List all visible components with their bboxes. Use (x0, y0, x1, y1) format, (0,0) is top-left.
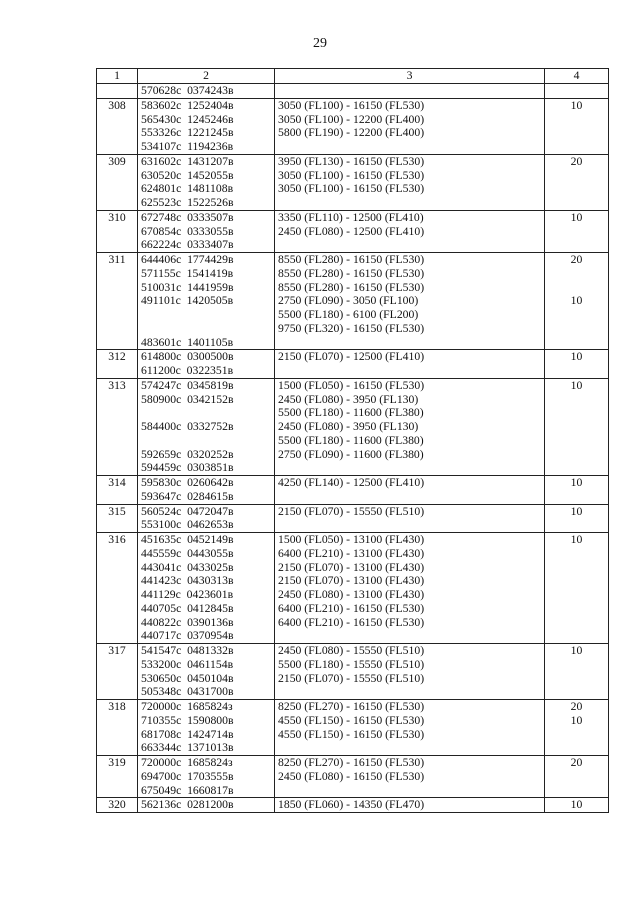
width-value-line (548, 672, 605, 686)
width-value-line: 10 (570, 350, 583, 364)
coordinate-line (141, 322, 271, 336)
row-number: 319 (97, 756, 138, 798)
altitude-range-line: 5500 (FL180) - 11600 (FL380) (278, 406, 424, 420)
altitude-range-cell (275, 154, 545, 210)
altitude-range-line: 1500 (FL050) - 13100 (FL430) (278, 533, 425, 546)
coordinate-cell (138, 154, 275, 210)
airspace-table (96, 68, 609, 813)
altitude-range-line: 2750 (FL090) - 3050 (FL100) (278, 294, 419, 308)
altitude-range-line: 2750 (FL090) - 11600 (FL380) (278, 447, 424, 461)
row-number: 317 (97, 644, 138, 700)
width-value-cell (545, 476, 609, 505)
coordinate-cell (138, 756, 275, 798)
width-value-line: 10 (570, 798, 583, 812)
altitude-range-cell (275, 253, 545, 350)
header-col-4: 4 (545, 69, 609, 84)
altitude-range-line (278, 518, 541, 532)
altitude-range-line: 3050 (FL100) - 16150 (FL530) (278, 182, 425, 196)
width-value-cell (545, 756, 609, 798)
altitude-range-line: 8250 (FL270) - 16150 (FL530) (278, 700, 425, 713)
coordinate-cell (138, 798, 275, 813)
table-row (97, 378, 609, 475)
altitude-range-line: 6400 (FL210) - 16150 (FL530) (278, 601, 425, 615)
altitude-range-line: 8550 (FL280) - 16150 (FL530) (278, 266, 425, 280)
width-value-line (548, 602, 605, 616)
width-value-line (548, 140, 605, 154)
altitude-range-line: 5500 (FL180) - 11600 (FL380) (278, 433, 424, 447)
width-value-line (548, 169, 605, 183)
coordinate-line: 644406с 1774429в (141, 253, 234, 266)
altitude-range-line: 9750 (FL320) - 16150 (FL530) (278, 321, 425, 335)
coordinate-line (141, 434, 271, 448)
coordinate-line: 565430с 1245246в (141, 112, 234, 126)
coordinate-cell (138, 210, 275, 252)
row-number: 312 (97, 350, 138, 379)
coordinate-line: 562136с 0281200в (141, 798, 234, 812)
altitude-range-line: 2150 (FL070) - 13100 (FL430) (278, 574, 425, 588)
altitude-range-line: 2450 (FL080) - 13100 (FL430) (278, 588, 425, 601)
altitude-range-cell (275, 644, 545, 700)
altitude-range-line: 3050 (FL100) - 12200 (FL400) (278, 112, 425, 126)
width-value-line (548, 336, 605, 350)
altitude-range-line: 3050 (FL100) - 16150 (FL530) (278, 168, 425, 182)
altitude-range-cell (275, 533, 545, 644)
coordinate-line: 630520с 1452055в (141, 168, 234, 182)
coordinate-line: 491101с 1420505в (141, 294, 234, 308)
table-row (97, 756, 609, 798)
altitude-range-cell (275, 476, 545, 505)
table-row (97, 700, 609, 756)
altitude-range-line: 2150 (FL070) - 13100 (FL430) (278, 560, 425, 574)
table-row (97, 210, 609, 252)
width-value-line: 10 (570, 504, 583, 518)
altitude-range-line (278, 685, 541, 699)
coordinate-line: 440705с 0412845в (141, 601, 234, 615)
width-value-line: 10 (570, 294, 583, 308)
coordinate-line: 611200с 0322351в (141, 364, 234, 377)
header-col-3: 3 (275, 69, 545, 84)
width-value-line (548, 84, 605, 98)
altitude-range-line: 5800 (FL190) - 12200 (FL400) (278, 126, 425, 140)
width-value-line: 20 (570, 253, 583, 266)
width-value-line (548, 685, 605, 699)
coordinate-line: 483601с 1401105в (141, 335, 234, 349)
width-value-line (548, 182, 605, 196)
altitude-range-cell (275, 378, 545, 475)
width-value-line: 10 (570, 378, 583, 392)
altitude-range-line: 1850 (FL060) - 14350 (FL470) (278, 798, 425, 812)
row-number: 311 (97, 253, 138, 350)
row-number: 316 (97, 533, 138, 644)
table-row (97, 253, 609, 350)
altitude-range-line: 2450 (FL080) - 12500 (FL410) (278, 224, 425, 238)
width-value-line: 20 (570, 700, 583, 713)
coordinate-line: 441423с 0430313в (141, 574, 234, 588)
width-value-cell (545, 700, 609, 756)
width-value-cell (545, 253, 609, 350)
altitude-range-line (278, 741, 541, 755)
coordinate-line: 560524с 0472047в (141, 504, 234, 518)
coordinate-line: 570628с 0374243в (141, 84, 234, 97)
coordinate-cell (138, 533, 275, 644)
coordinate-line: 681708с 1424714в (141, 727, 234, 741)
width-value-line (548, 741, 605, 755)
coordinate-cell (138, 253, 275, 350)
altitude-range-line: 2450 (FL080) - 3950 (FL130) (278, 392, 419, 406)
coordinate-line: 595830с 0260642в (141, 476, 234, 489)
altitude-range-line: 4250 (FL140) - 12500 (FL410) (278, 476, 425, 489)
width-value-line (548, 616, 605, 630)
coordinate-line: 510031с 1441959в (141, 280, 234, 294)
width-value-line (548, 658, 605, 672)
altitude-range-line: 4550 (FL150) - 16150 (FL530) (278, 727, 425, 741)
coordinate-line: 631602с 1431207в (141, 154, 234, 168)
width-value-line (548, 196, 605, 210)
altitude-range-cell (275, 504, 545, 533)
row-number: 308 (97, 98, 138, 154)
coordinate-line: 553100с 0462653в (141, 518, 234, 532)
width-value-cell (545, 798, 609, 813)
coordinate-line: 440822с 0390136в (141, 615, 234, 629)
altitude-range-line (278, 140, 541, 154)
width-value-line (548, 448, 605, 462)
width-value-line: 10 (570, 98, 583, 112)
width-value-cell (545, 210, 609, 252)
altitude-range-line: 3950 (FL130) - 16150 (FL530) (278, 154, 425, 168)
coordinate-cell (138, 644, 275, 700)
altitude-range-line: 2150 (FL070) - 15550 (FL510) (278, 504, 425, 518)
width-value-line (548, 364, 605, 378)
row-number: 314 (97, 476, 138, 505)
coordinate-line: 553326с 1221245в (141, 126, 234, 140)
coordinate-line: 534107с 1194236в (141, 140, 234, 153)
row-number: 309 (97, 154, 138, 210)
coordinate-line: 624801с 1481108в (141, 182, 234, 196)
width-value-line: 20 (570, 154, 583, 168)
coordinate-line: 530650с 0450104в (141, 671, 234, 685)
width-value-line (548, 547, 605, 561)
altitude-range-cell (275, 350, 545, 379)
width-value-line (548, 561, 605, 575)
altitude-range-cell (275, 700, 545, 756)
altitude-range-line: 2450 (FL080) - 15550 (FL510) (278, 644, 425, 657)
width-value-cell (545, 378, 609, 475)
width-value-line (548, 588, 605, 602)
width-value-line (548, 574, 605, 588)
coordinate-line: 505348с 0431700в (141, 685, 234, 699)
altitude-range-line: 6400 (FL210) - 16150 (FL530) (278, 615, 425, 629)
coordinate-line: 584400с 0332752в (141, 420, 234, 433)
altitude-range-line (278, 196, 541, 210)
width-value-line (548, 490, 605, 504)
table-row (97, 504, 609, 533)
coordinate-line: 720000с 1685824з (141, 756, 233, 769)
altitude-range-line: 8550 (FL280) - 16150 (FL530) (278, 253, 425, 266)
altitude-range-line: 3350 (FL110) - 12500 (FL410) (278, 210, 424, 224)
coordinate-line: 443041с 0433025в (141, 560, 234, 574)
coordinate-line: 533200с 0461154в (141, 657, 234, 671)
width-value-line (548, 629, 605, 643)
table-row (97, 154, 609, 210)
table-row (97, 84, 609, 99)
altitude-range-cell (275, 98, 545, 154)
width-value-line (548, 308, 605, 322)
width-value-line: 20 (570, 756, 583, 769)
altitude-range-line: 2150 (FL070) - 15550 (FL510) (278, 671, 425, 685)
width-value-cell (545, 154, 609, 210)
width-value-line (548, 225, 605, 239)
header-col-2: 2 (138, 69, 275, 84)
width-value-line: 10 (570, 210, 583, 224)
width-value-line (548, 406, 605, 420)
width-value-line (548, 281, 605, 295)
width-value-line (548, 238, 605, 252)
altitude-range-line (278, 784, 541, 798)
altitude-range-line: 5500 (FL180) - 6100 (FL200) (278, 308, 419, 321)
table-row (97, 644, 609, 700)
altitude-range-line: 4550 (FL150) - 16150 (FL530) (278, 713, 425, 727)
width-value-line (548, 126, 605, 140)
altitude-range-line (278, 364, 541, 378)
width-value-line (548, 393, 605, 407)
coordinate-cell (138, 350, 275, 379)
row-number: 315 (97, 504, 138, 533)
row-number: 313 (97, 378, 138, 475)
width-value-line (548, 770, 605, 784)
altitude-range-line (278, 336, 541, 350)
altitude-range-cell (275, 756, 545, 798)
row-number (97, 84, 138, 99)
row-number: 320 (97, 798, 138, 813)
width-value-cell (545, 98, 609, 154)
coordinate-cell (138, 98, 275, 154)
coordinate-line: 720000с 1685824з (141, 700, 233, 713)
width-value-line: 10 (570, 533, 583, 546)
coordinate-line (141, 406, 271, 420)
coordinate-line: 441129с 0423601в (141, 588, 234, 601)
width-value-line (548, 267, 605, 281)
altitude-range-line: 2450 (FL080) - 3950 (FL130) (278, 420, 419, 433)
altitude-range-cell (275, 798, 545, 813)
width-value-cell (545, 644, 609, 700)
table-row (97, 476, 609, 505)
table-row (97, 350, 609, 379)
coordinate-line: 694700с 1703555в (141, 769, 234, 783)
coordinate-line: 571155с 1541419в (141, 266, 234, 280)
coordinate-line: 663344с 1371013в (141, 741, 234, 755)
page-number: 29 (313, 36, 327, 51)
altitude-range-line: 3050 (FL100) - 16150 (FL530) (278, 98, 425, 112)
width-value-line (548, 113, 605, 127)
altitude-range-line (278, 629, 541, 643)
table-body (97, 84, 609, 813)
coordinate-line: 675049с 1660817в (141, 783, 234, 797)
altitude-range-line: 2450 (FL080) - 16150 (FL530) (278, 769, 425, 783)
coordinate-cell (138, 84, 275, 99)
width-value-cell (545, 504, 609, 533)
width-value-line (548, 784, 605, 798)
coordinate-line: 451635с 0452149в (141, 533, 234, 546)
coordinate-line: 574247с 0345819в (141, 378, 234, 392)
coordinate-line: 593647с 0284615в (141, 489, 234, 503)
coordinate-line: 670854с 0333055в (141, 224, 234, 238)
coordinate-line: 592659с 0320252в (141, 447, 234, 461)
altitude-range-line: 1500 (FL050) - 16150 (FL530) (278, 378, 425, 392)
table-row (97, 798, 609, 813)
width-value-line (548, 461, 605, 475)
coordinate-line: 710355с 1590800в (141, 713, 234, 727)
width-value-line: 10 (570, 476, 583, 489)
width-value-line (548, 518, 605, 532)
coordinate-line (141, 308, 271, 322)
header-row (97, 69, 609, 84)
altitude-range-line: 8250 (FL270) - 16150 (FL530) (278, 756, 425, 769)
coordinate-line: 445559с 0443055в (141, 546, 234, 560)
width-value-cell (545, 350, 609, 379)
row-number: 318 (97, 700, 138, 756)
coordinate-line: 583602с 1252404в (141, 98, 234, 112)
coordinate-line: 580900с 0342152в (141, 392, 234, 406)
altitude-range-line: 5500 (FL180) - 15550 (FL510) (278, 657, 425, 671)
coordinate-line: 541547с 0481332в (141, 644, 234, 657)
coordinate-line: 440717с 0370954в (141, 629, 234, 643)
coordinate-line: 625523с 1522526в (141, 196, 234, 209)
altitude-range-line: 2150 (FL070) - 12500 (FL410) (278, 350, 425, 364)
coordinate-line: 672748с 0333507в (141, 210, 234, 224)
width-value-line: 10 (570, 644, 583, 657)
table-row (97, 533, 609, 644)
coordinate-line: 614800с 0300500в (141, 350, 234, 364)
altitude-range-line (278, 461, 541, 475)
altitude-range-line (278, 490, 541, 504)
coordinate-line: 662224с 0333407в (141, 238, 234, 252)
width-value-cell (545, 84, 609, 99)
altitude-range-line: 6400 (FL210) - 13100 (FL430) (278, 546, 425, 560)
coordinate-cell (138, 504, 275, 533)
row-number: 310 (97, 210, 138, 252)
coordinate-cell (138, 476, 275, 505)
altitude-range-line (278, 238, 541, 252)
altitude-range-cell (275, 84, 545, 99)
table-row (97, 98, 609, 154)
width-value-line: 10 (570, 713, 583, 727)
coordinate-cell (138, 700, 275, 756)
coordinate-line: 594459с 0303851в (141, 461, 234, 475)
width-value-line (548, 322, 605, 336)
altitude-range-line: 8550 (FL280) - 16150 (FL530) (278, 280, 425, 294)
width-value-line (548, 420, 605, 434)
width-value-line (548, 728, 605, 742)
altitude-range-cell (275, 210, 545, 252)
header-col-1: 1 (97, 69, 138, 84)
width-value-line (548, 434, 605, 448)
altitude-range-line (278, 84, 541, 98)
width-value-cell (545, 533, 609, 644)
coordinate-cell (138, 378, 275, 475)
